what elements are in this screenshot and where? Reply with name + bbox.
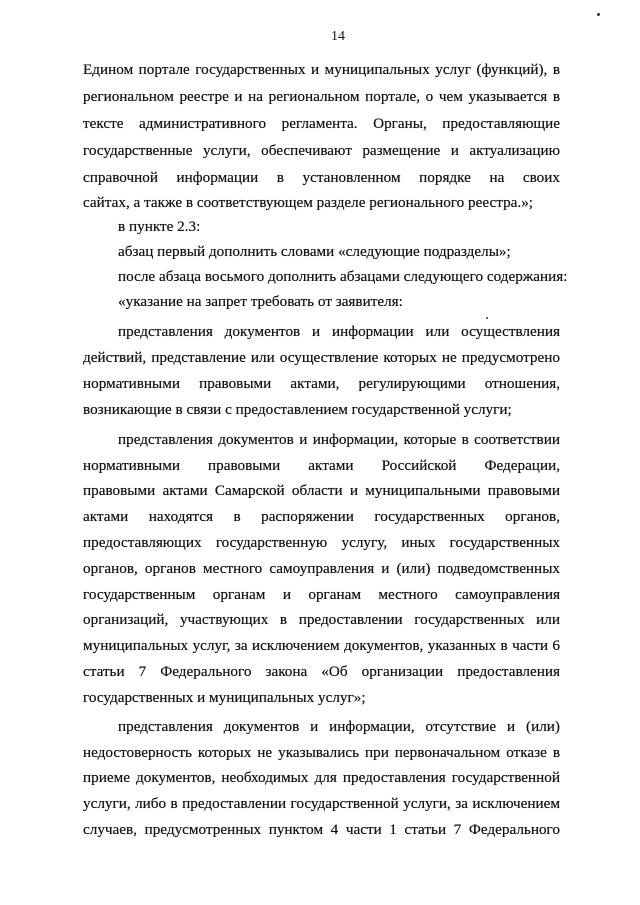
text-line: представления документов и информации или осуществления [118, 323, 560, 340]
text-line: тексте административного регламента. Органы, предоставляющие [83, 115, 560, 132]
text-line: статьи 7 Федерального закона «Об организации предоставления [83, 663, 560, 680]
text-line: случаев, предусмотренных пунктом 4 части 1 статьи 7 Федерального [83, 821, 560, 838]
text-line: действий, представление или осуществление которых не предусмотрено [83, 349, 560, 366]
text-line: региональном реестре и на региональном портале, о чем указывается в [83, 88, 560, 105]
text-line: «указание на запрет требовать от заявителя: [118, 293, 403, 310]
scan-speck [486, 317, 488, 319]
text-line: государственные услуги, обеспечивают размещение и актуализацию [83, 142, 560, 159]
text-line: предоставляющих государственную услугу, иных государственных [83, 534, 560, 551]
text-line: после абзаца восьмого дополнить абзацами следующего содержания: [118, 268, 568, 285]
text-line: нормативными правовыми актами Российской Федерации, [83, 457, 560, 474]
page-number: 14 [331, 29, 345, 44]
text-line: государственным органам и органам местного самоуправления [83, 586, 560, 603]
text-line: Едином портале государственных и муниципальных услуг (функций), в [83, 61, 560, 78]
text-line: нормативными правовыми актами, регулирующими отношения, [83, 375, 560, 392]
text-line: возникающие в связи с предоставлением государственной услуги; [83, 401, 512, 418]
text-line: государственных и муниципальных услуг»; [83, 689, 366, 706]
text-line: сайтах, а также в соответствующем разделе регионального реестра.»; [83, 194, 534, 211]
scan-speck [597, 13, 600, 16]
text-line: в пункте 2.3: [118, 218, 201, 235]
text-line: справочной информации в установленном порядке на своих [83, 169, 560, 186]
text-line: муниципальных услуг, за исключением документов, указанных в части 6 [83, 637, 560, 654]
text-line: недостоверность которых не указывались при первоначальном отказе в [83, 744, 560, 761]
text-line: организаций, участвующих в предоставлении государственных или [83, 611, 560, 628]
text-line: абзац первый дополнить словами «следующие подразделы»; [118, 243, 511, 260]
text-line: актами находятся в распоряжении государственных органов, [83, 508, 560, 525]
text-line: представления документов и информации, отсутствие и (или) [118, 718, 560, 735]
text-line: правовыми актами Самарской области и муниципальными правовыми [83, 482, 560, 499]
text-line: услуги, либо в предоставлении государственной услуги, за исключением [83, 795, 560, 812]
text-line: органов, органов местного самоуправления и (или) подведомственных [83, 560, 560, 577]
text-line: приеме документов, необходимых для предоставления государственной [83, 769, 560, 786]
text-line: представления документов и информации, которые в соответствии [118, 431, 560, 448]
